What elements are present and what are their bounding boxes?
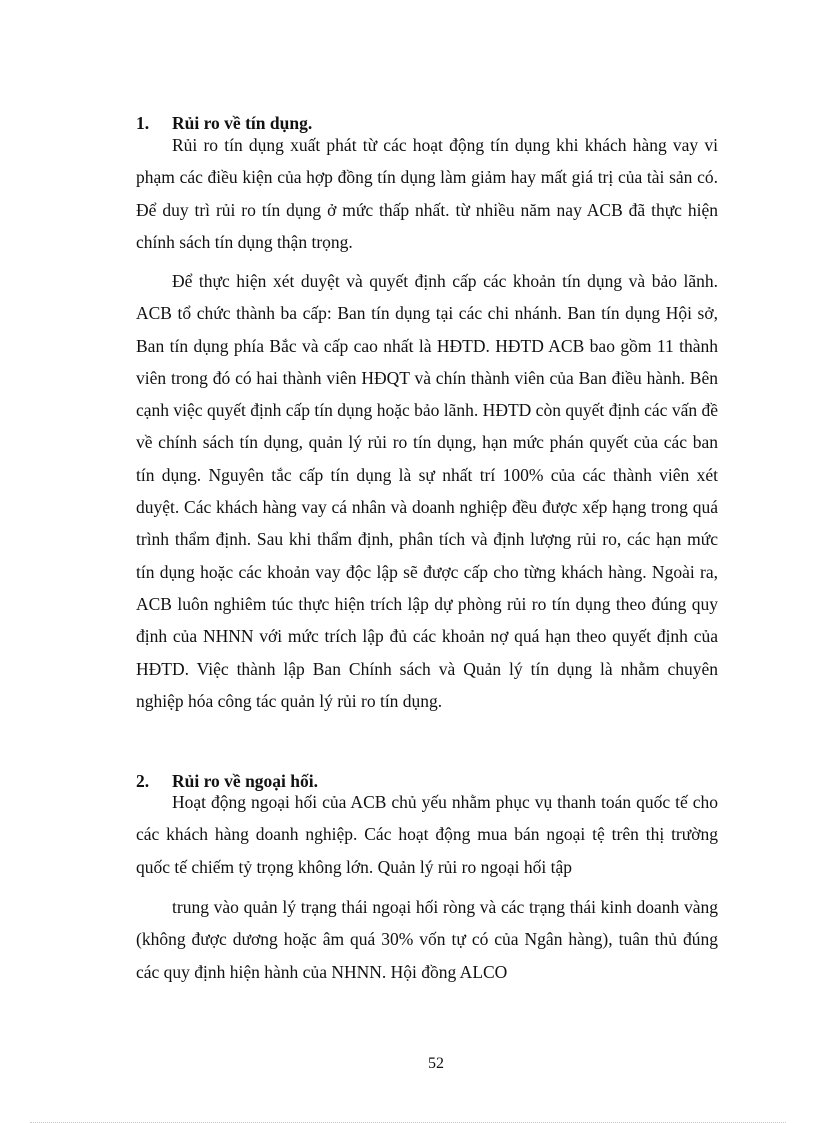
section-2-number: 2.	[136, 771, 150, 791]
section-1-paragraph-1: Rủi ro tín dụng xuất phát từ các hoạt động tín dụng khi khách hàng vay vi phạm các điều kiện của hợp đồng tín dụng làm giảm hay mất giá trị của tài sản có. Để duy trì rủi ro tín dụng ở mức thấp nhất. từ nhiều năm nay ACB đã thực hiện chính sách tín dụng thận trọng.	[136, 135, 718, 252]
section-2-paragraph-2: trung vào quản lý trạng thái ngoại hối ròng và các trạng thái kinh doanh vàng (không được dương hoặc âm quá 30% vốn tự có của Ngân hàng), tuân thủ đúng các quy định hiện hành của NHNN. Hội đồng ALCO	[136, 897, 718, 982]
section-2-title: Rủi ro về ngoại hối.	[172, 771, 319, 791]
page-number: 52	[428, 1055, 444, 1072]
section-1-number: 1.	[136, 113, 150, 133]
section-1-title: Rủi ro về tín dụng.	[172, 113, 313, 133]
section-1-paragraph-2: Để thực hiện xét duyệt và quyết định cấp các khoản tín dụng và bảo lãnh. ACB tổ chức thành ba cấp: Ban tín dụng tại các chi nhánh. Ban tín dụng Hội sở, Ban tín dụng phía Bắc và cấp cao nhất là HĐTD. HĐTD ACB bao gồm 11 thành viên trong đó có hai thành viên HĐQT và chín thành viên của Ban điều hành. Bên cạnh việc quyết định cấp tín dụng hoặc bảo lãnh. HĐTD còn quyết định các vấn đề về chính sách tín dụng, quản lý rủi ro tín dụng, hạn mức phán quyết của các ban tín dụng. Nguyên tắc cấp tín dụng là sự nhất trí 100% của các thành viên xét duyệt. Các khách hàng vay cá nhân và doanh nghiệp đều được xếp hạng trong quá trình thẩm định. Sau khi thẩm định, phân tích và định lượng rủi ro, các hạn mức tín dụng hoặc các khoản vay độc lập sẽ được cấp cho từng khách hàng. Ngoài ra, ACB luôn nghiêm túc thực hiện trích lập dự phòng rủi ro tín dụng theo đúng quy định của NHNN với mức trích lập đủ các khoản nợ quá hạn theo quyết định của HĐTD. Việc thành lập Ban Chính sách và Quản lý tín dụng là nhằm chuyên nghiệp hóa công tác quản lý rủi ro tín dụng.	[136, 271, 718, 711]
section-2-paragraph-1: Hoạt động ngoại hối của ACB chủ yếu nhằm phục vụ thanh toán quốc tế cho các khách hàng doanh nghiệp. Các hoạt động mua bán ngoại tệ trên thị trường quốc tế chiếm tỷ trọng không lớn. Quản lý rủi ro ngoại hối tập	[136, 792, 718, 877]
